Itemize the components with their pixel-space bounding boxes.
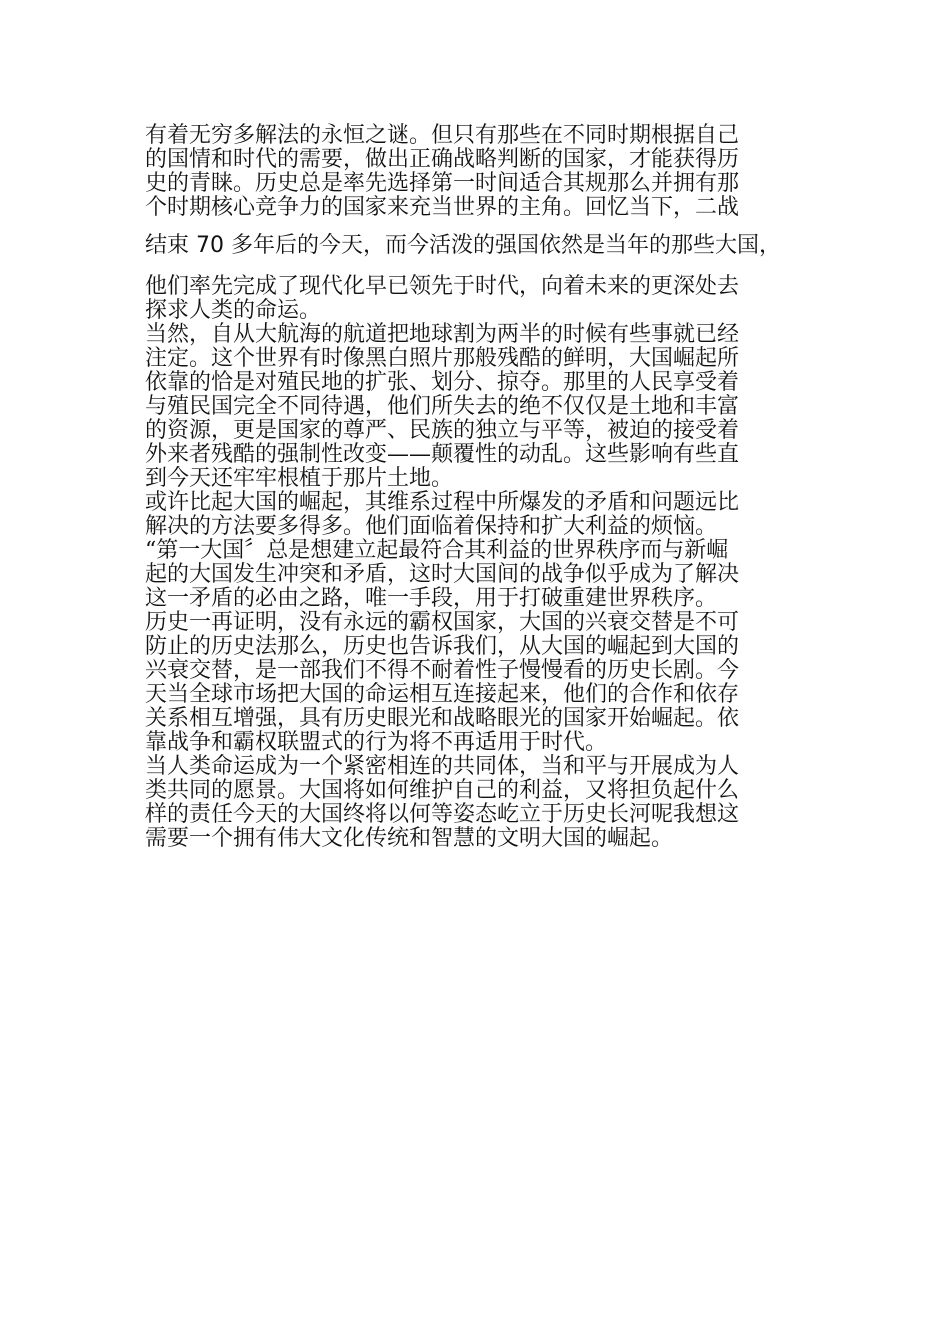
text-line: 天当全球市场把大国的命运相互连接起来，他们的合作和依存 (145, 682, 740, 707)
text-line: 有着无穷多解法的永恒之谜。但只有那些在不同时期根据自己 (145, 123, 740, 148)
text-line: 探求人类的命运。 (145, 298, 322, 323)
text-line: “第一大国〞总是想建立起最符合其利益的世界秩序而与新崛 (145, 538, 729, 563)
text-line: 他们率先完成了现代化早已领先于时代，向着未来的更深处去 (145, 274, 740, 299)
text-line: 当然，自从大航海的航道把地球割为两半的时候有些事就已经 (145, 322, 740, 347)
text-line: 结束 70 多年后的今天，而今活泼的强国依然是当年的那些大国， (145, 233, 781, 258)
text-line: 个时期核心竞争力的国家来充当世界的主角。回忆当下，二战 (145, 195, 740, 220)
body-text (145, 124, 815, 851)
text-line: 解决的方法要多得多。他们面临着保持和扩大利益的烦恼。 (145, 514, 718, 539)
text-line: 到今天还牢牢根植于那片土地。 (145, 466, 454, 491)
text-line: 注定。这个世界有时像黑白照片那般残酷的鲜明，大国崛起所 (145, 346, 740, 371)
text-line: 这一矛盾的必由之路，唯一手段，用于打破重建世界秩序。 (145, 586, 718, 611)
text-line: 兴衰交替，是一部我们不得不耐着性子慢慢看的历史长剧。今 (145, 658, 740, 683)
text-line: 当人类命运成为一个紧密相连的共同体，当和平与开展成为人 (145, 754, 740, 779)
text-line: 需要一个拥有伟大文化传统和智慧的文明大国的崛起。 (145, 826, 674, 851)
text-line: 的国情和时代的需要，做出正确战略判断的国家，才能获得历 (145, 147, 740, 172)
text-line: 类共同的愿景。大国将如何维护自己的利益，又将担负起什么 (145, 778, 740, 803)
text-line: 关系相互增强，具有历史眼光和战略眼光的国家开始崛起。依 (145, 706, 740, 731)
text-line: 靠战争和霸权联盟式的行为将不再适用于时代。 (145, 730, 608, 755)
text-line: 依靠的恰是对殖民地的扩张、划分、掠夺。那里的人民享受着 (145, 370, 740, 395)
text-line: 的资源，更是国家的尊严、民族的独立与平等，被迫的接受着 (145, 418, 740, 443)
text-line: 样的责任今天的大国终将以何等姿态屹立于历史长河呢我想这 (145, 802, 740, 827)
text-line: 历史一再证明，没有永远的霸权国家，大国的兴衰交替是不可 (145, 610, 740, 635)
text-line: 防止的历史法那么，历史也告诉我们，从大国的崛起到大国的 (145, 634, 740, 659)
text-line: 外来者残酷的强制性改变——颠覆性的动乱。这些影响有些直 (145, 442, 740, 467)
text-line: 史的青睐。历史总是率先选择第一时间适合其规那么并拥有那 (145, 171, 740, 196)
text-line: 起的大国发生冲突和矛盾，这时大国间的战争似乎成为了解决 (145, 562, 740, 587)
text-line: 与殖民国完全不同待遇，他们所失去的绝不仅仅是土地和丰富 (145, 394, 740, 419)
text-line: 或许比起大国的崛起，其维系过程中所爆发的矛盾和问题远比 (145, 490, 740, 515)
